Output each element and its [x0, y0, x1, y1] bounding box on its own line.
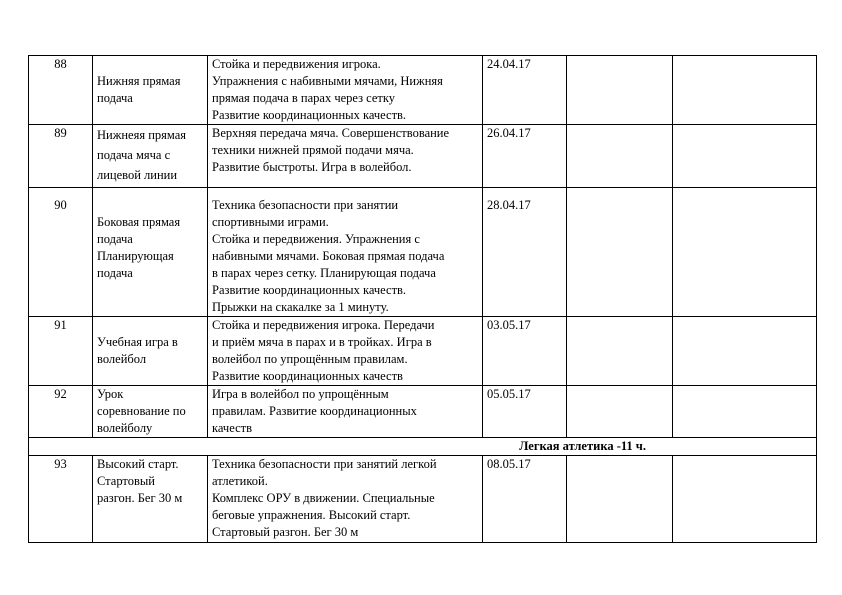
lesson-content: Стойка и передвижения игрока. Упражнения с набивными мячами, Нижняя прямая подача в парах через сетку Развитие координационных качеств.: [208, 56, 483, 125]
lesson-topic: Нижняя прямая подача: [93, 56, 208, 125]
lesson-content: Стойка и передвижения игрока. Передачи и приём мяча в парах и в тройках. Игра в волейбол по упрощённым правилам. Развитие координационных качеств: [208, 317, 483, 386]
table-row: [29, 56, 817, 125]
table-row: [29, 188, 817, 317]
lesson-date: 24.04.17: [483, 56, 567, 125]
table-row: [29, 125, 817, 188]
empty-cell: [673, 456, 817, 543]
lesson-content: Техника безопасности при занятий легкой атлетикой. Комплекс ОРУ в движении. Специальные беговые упражнения. Высокий старт. Стартовый разгон. Бег 30 м: [208, 456, 483, 543]
lesson-topic: Нижнеяя прямая подача мяча с лицевой линии: [93, 125, 208, 188]
lesson-plan-table: [28, 55, 817, 543]
empty-cell: [673, 188, 817, 317]
empty-cell: [673, 386, 817, 438]
empty-cell: [567, 386, 673, 438]
table-row: [29, 317, 817, 386]
table-row: [29, 456, 817, 543]
empty-cell: [673, 125, 817, 188]
lesson-number: 91: [29, 317, 93, 386]
lesson-date: 08.05.17: [483, 456, 567, 543]
lesson-number: 90: [29, 188, 93, 317]
lesson-date: 03.05.17: [483, 317, 567, 386]
lesson-date: 05.05.17: [483, 386, 567, 438]
empty-cell: [673, 56, 817, 125]
empty-cell: [567, 56, 673, 125]
lesson-content: Техника безопасности при занятии спортивными играми. Стойка и передвижения. Упражнения с набивными мячами. Боковая прямая подача в парах через сетку. Планирующая подача Развитие координационных качеств. Прыжки на скакалке за 1 минуту.: [208, 188, 483, 317]
empty-cell: [567, 188, 673, 317]
lesson-date: 26.04.17: [483, 125, 567, 188]
empty-cell: [567, 317, 673, 386]
lesson-number: 88: [29, 56, 93, 125]
empty-cell: [567, 125, 673, 188]
lesson-topic: Высокий старт. Стартовый разгон. Бег 30 м: [93, 456, 208, 543]
lesson-topic: Урок соревнование по волейболу: [93, 386, 208, 438]
lesson-number: 89: [29, 125, 93, 188]
section-header-row: [29, 438, 817, 456]
lesson-date: 28.04.17: [483, 188, 567, 317]
section-title: Легкая атлетика -11 ч.: [29, 438, 817, 456]
lesson-topic: Учебная игра в волейбол: [93, 317, 208, 386]
lesson-content: Верхняя передача мяча. Совершенствование техники нижней прямой подачи мяча. Развитие быстроты. Игра в волейбол.: [208, 125, 483, 188]
lesson-content: Игра в волейбол по упрощённым правилам. Развитие координационных качеств: [208, 386, 483, 438]
lesson-number: 92: [29, 386, 93, 438]
lesson-number: 93: [29, 456, 93, 543]
lesson-topic: Боковая прямая подача Планирующая подача: [93, 188, 208, 317]
empty-cell: [673, 317, 817, 386]
empty-cell: [567, 456, 673, 543]
table-row: [29, 386, 817, 438]
